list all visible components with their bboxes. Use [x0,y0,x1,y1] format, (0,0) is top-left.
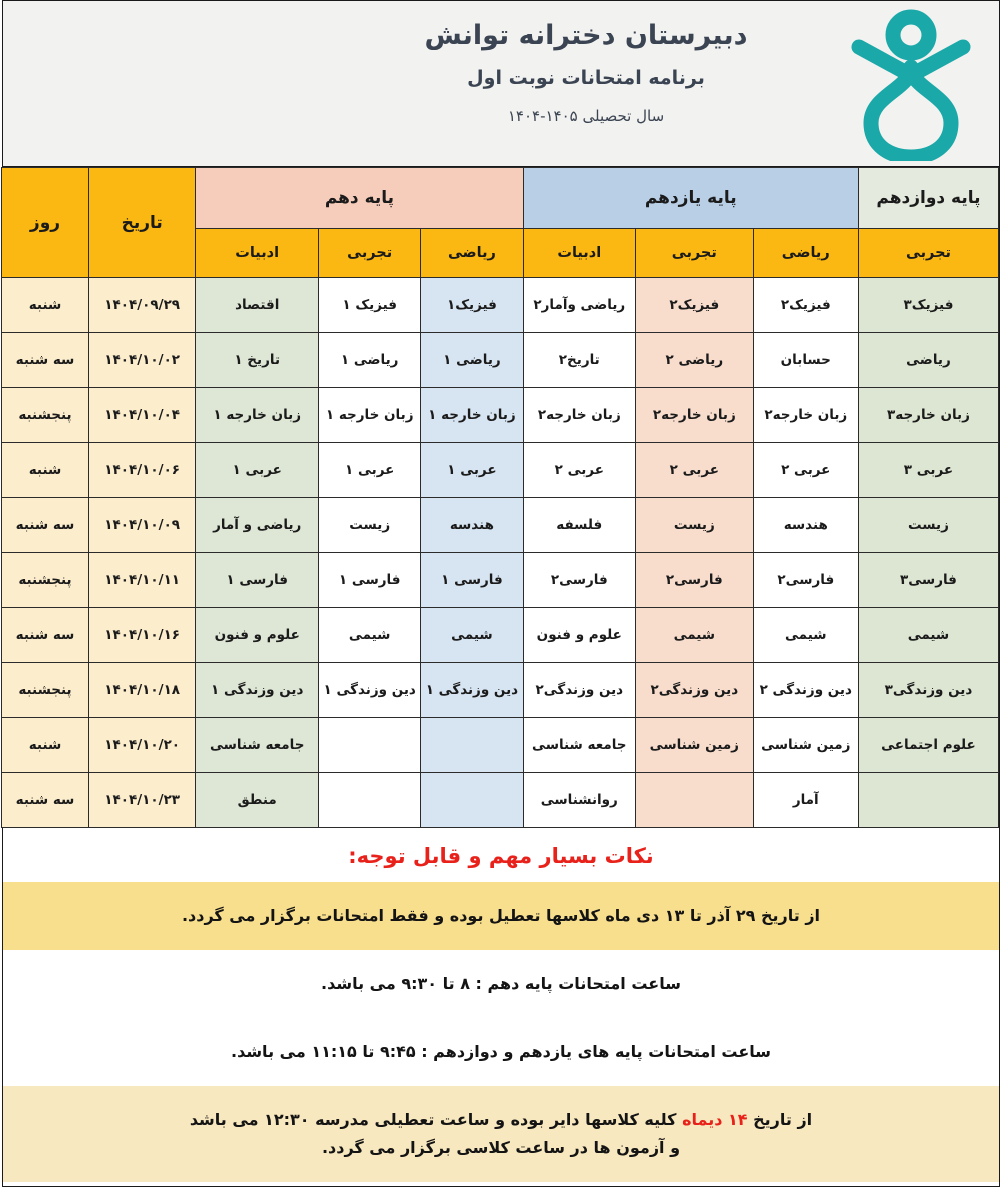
cell-g12-taj: علوم اجتماعی [858,718,998,773]
cell-g11-adab: فلسفه [523,498,636,553]
group-header-grade12: پایه دوازدهم [858,168,998,229]
cell-g12-taj: فیزیک۳ [858,278,998,333]
cell-g10-riaz: زبان خارجه ۱ [421,388,523,443]
table-row [2,443,999,498]
cell-g12-taj: شیمی [858,608,998,663]
cell-day: سه شنبه [2,333,89,388]
notes-heading: نکات بسیار مهم و قابل توجه: [348,844,654,868]
academic-year: سال تحصیلی ۱۴۰۵-۱۴۰۴ [507,106,665,125]
group-header-grade10: پایه دهم [196,168,523,229]
cell-g12-taj: عربی ۳ [858,443,998,498]
cell-date: ۱۴۰۴/۱۰/۰۲ [88,333,195,388]
cell-g11-taj: ریاضی ۲ [636,333,754,388]
cell-g10-riaz: دین وزندگی ۱ [421,663,523,718]
cell-g11-taj: دین وزندگی۲ [636,663,754,718]
cell-g11-adab: جامعه شناسی [523,718,636,773]
page-header [3,1,999,167]
header-titles [3,19,999,125]
column-header-g10-riaz: ریاضی [421,229,523,278]
cell-date: ۱۴۰۴/۱۰/۱۱ [88,553,195,608]
column-header-g12-taj: تجربی [858,229,998,278]
cell-g11-adab: ریاضی وآمار۲ [523,278,636,333]
note-item-3: ساعت امتحانات پایه های یازدهم و دوازدهم : ۹:۴۵ تا ۱۱:۱۵ می باشد. [231,1042,771,1061]
cell-g11-adab: فارسی۲ [523,553,636,608]
cell-g10-adab: عربی ۱ [196,443,319,498]
column-header-day: روز [2,168,89,278]
notes-section [3,828,999,1186]
cell-g11-adab: روانشناسی [523,773,636,828]
schedule-table-wrapper [3,167,999,828]
cell-g11-taj: زمین شناسی [636,718,754,773]
exam-schedule-table [1,167,999,828]
cell-date: ۱۴۰۴/۱۰/۰۴ [88,388,195,443]
table-row [2,278,999,333]
column-header-g11-riaz: ریاضی [753,229,858,278]
cell-g10-riaz: فارسی ۱ [421,553,523,608]
cell-g11-riaz: حسابان [753,333,858,388]
note4-accent-date: ۱۴ دیماه [682,1110,748,1129]
cell-day: سه شنبه [2,608,89,663]
cell-g11-riaz: فارسی۲ [753,553,858,608]
table-row [2,663,999,718]
column-header-g11-adab: ادبیات [523,229,636,278]
cell-g10-riaz [421,718,523,773]
cell-g11-riaz: فیزیک۲ [753,278,858,333]
note-item-4 [3,1086,999,1182]
cell-date: ۱۴۰۴/۱۰/۰۹ [88,498,195,553]
cell-g12-taj [858,773,998,828]
cell-g11-taj: زبان خارجه۲ [636,388,754,443]
column-header-g10-taj: تجربی [319,229,421,278]
cell-g10-riaz: ریاضی ۱ [421,333,523,388]
cell-g11-taj: عربی ۲ [636,443,754,498]
cell-g10-adab: علوم و فنون [196,608,319,663]
cell-day: شنبه [2,443,89,498]
cell-g10-adab: ریاضی و آمار [196,498,319,553]
cell-g10-taj: زبان خارجه ۱ [319,388,421,443]
cell-date: ۱۴۰۴/۱۰/۰۶ [88,443,195,498]
cell-g11-taj [636,773,754,828]
cell-day: سه شنبه [2,773,89,828]
cell-g11-taj: زیست [636,498,754,553]
cell-g10-riaz [421,773,523,828]
cell-day: پنجشنبه [2,388,89,443]
cell-g10-taj: عربی ۱ [319,443,421,498]
cell-g10-taj: فارسی ۱ [319,553,421,608]
cell-g10-adab: تاریخ ۱ [196,333,319,388]
table-row [2,773,999,828]
cell-g11-adab: زبان خارجه۲ [523,388,636,443]
cell-date: ۱۴۰۴/۱۰/۲۳ [88,773,195,828]
note4-text-before: از تاریخ [747,1110,813,1129]
cell-g11-riaz: شیمی [753,608,858,663]
cell-date: ۱۴۰۴/۱۰/۱۶ [88,608,195,663]
cell-date: ۱۴۰۴/۰۹/۲۹ [88,278,195,333]
group-header-grade11: پایه یازدهم [523,168,858,229]
cell-g11-taj: فارسی۲ [636,553,754,608]
cell-day: پنجشنبه [2,553,89,608]
cell-g10-taj: دین وزندگی ۱ [319,663,421,718]
schedule-subtitle: برنامه امتحانات نوبت اول [467,66,705,89]
table-row [2,498,999,553]
table-row [2,553,999,608]
cell-g10-riaz: فیزیک۱ [421,278,523,333]
note-item-4-line2: و آزمون ها در ساعت کلاسی برگزار می گردد. [321,1138,681,1157]
table-row [2,388,999,443]
cell-g11-riaz: دین وزندگی ۲ [753,663,858,718]
cell-day: شنبه [2,278,89,333]
cell-g10-adab: اقتصاد [196,278,319,333]
cell-day: پنجشنبه [2,663,89,718]
cell-g12-taj: فارسی۳ [858,553,998,608]
cell-date: ۱۴۰۴/۱۰/۲۰ [88,718,195,773]
cell-g11-adab: علوم و فنون [523,608,636,663]
cell-g11-adab: عربی ۲ [523,443,636,498]
cell-g11-taj: فیزیک۲ [636,278,754,333]
cell-g11-riaz: زمین شناسی [753,718,858,773]
cell-g11-adab: دین وزندگی۲ [523,663,636,718]
cell-g10-riaz: عربی ۱ [421,443,523,498]
cell-day: شنبه [2,718,89,773]
cell-g10-taj: فیزیک ۱ [319,278,421,333]
cell-g10-taj: زیست [319,498,421,553]
exam-schedule-page [2,0,1000,1187]
cell-g11-riaz: آمار [753,773,858,828]
table-row [2,718,999,773]
school-title: دبیرستان دخترانه توانش [424,20,748,51]
column-header-g11-taj: تجربی [636,229,754,278]
cell-day: سه شنبه [2,498,89,553]
cell-g12-taj: دین وزندگی۳ [858,663,998,718]
note-item-1: از تاریخ ۲۹ آذر تا ۱۳ دی ماه کلاسها تعطیل بوده و فقط امتحانات برگزار می گردد. [3,882,999,950]
cell-g10-taj [319,718,421,773]
cell-g11-adab: تاریخ۲ [523,333,636,388]
cell-g10-riaz: شیمی [421,608,523,663]
cell-g11-riaz: زبان خارجه۲ [753,388,858,443]
cell-g10-adab: فارسی ۱ [196,553,319,608]
cell-g10-adab: دین وزندگی ۱ [196,663,319,718]
table-group-header-row [2,168,999,229]
cell-g10-adab: زبان خارجه ۱ [196,388,319,443]
note-item-2: ساعت امتحانات پایه دهم : ۸ تا ۹:۳۰ می باشد. [321,974,681,993]
table-row [2,608,999,663]
cell-g10-taj: ریاضی ۱ [319,333,421,388]
cell-g10-taj: شیمی [319,608,421,663]
cell-g10-riaz: هندسه [421,498,523,553]
cell-g11-riaz: عربی ۲ [753,443,858,498]
cell-g11-riaz: هندسه [753,498,858,553]
table-body [2,278,999,828]
column-header-date: تاریخ [88,168,195,278]
cell-g10-adab: منطق [196,773,319,828]
cell-g10-adab: جامعه شناسی [196,718,319,773]
cell-g12-taj: ریاضی [858,333,998,388]
cell-g12-taj: زبان خارجه۳ [858,388,998,443]
note4-text-after: کلیه کلاسها دایر بوده و ساعت تعطیلی مدرسه ۱۲:۳۰ می باشد [189,1110,683,1129]
cell-g12-taj: زیست [858,498,998,553]
cell-g11-taj: شیمی [636,608,754,663]
cell-date: ۱۴۰۴/۱۰/۱۸ [88,663,195,718]
column-header-g10-adab: ادبیات [196,229,319,278]
cell-g10-taj [319,773,421,828]
table-row [2,333,999,388]
note-item-4-line1 [17,1106,985,1134]
